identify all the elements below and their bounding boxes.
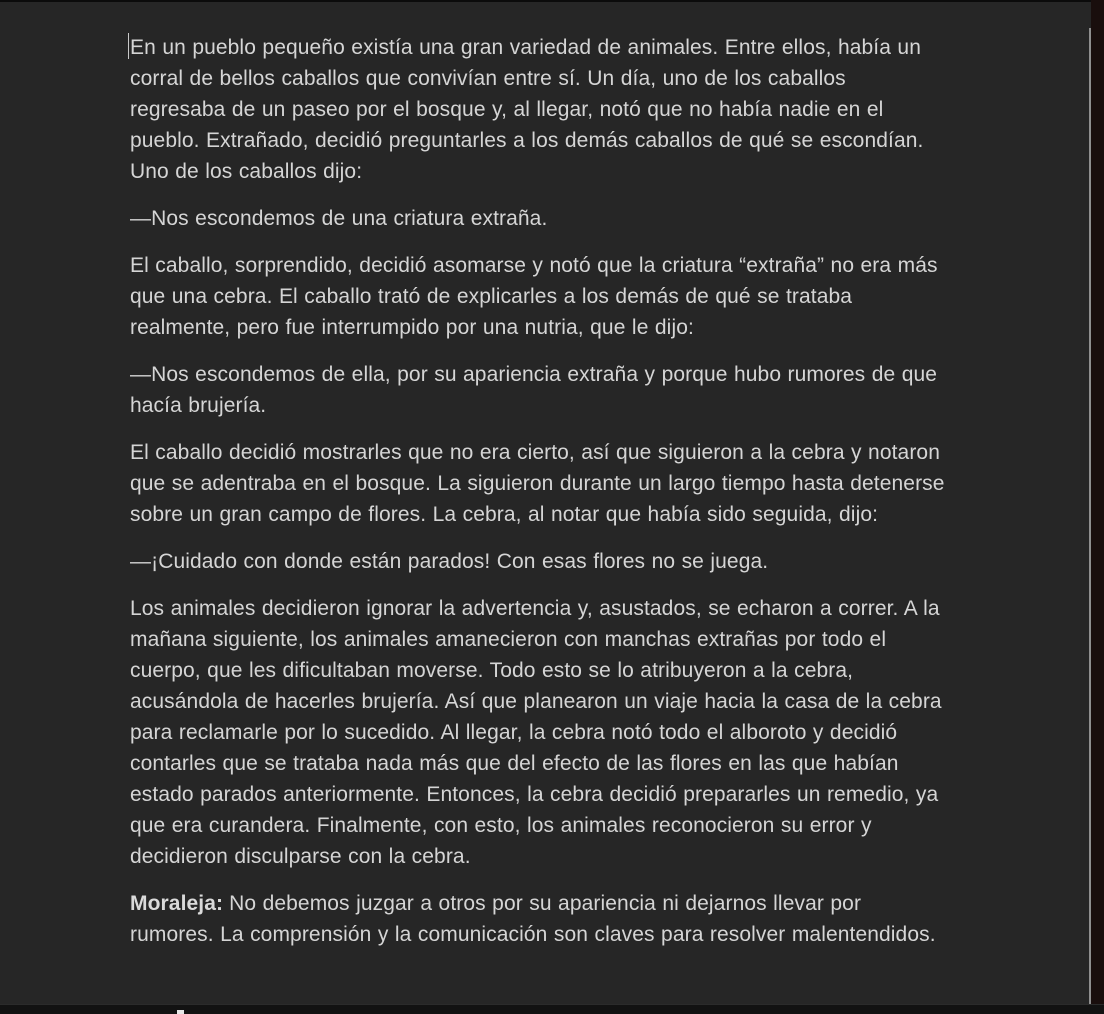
bottom-bar xyxy=(0,1004,1104,1014)
paragraph-text: —Nos escondemos de ella, por su apariencia extraña y porque hubo rumores de que hacía brujería. xyxy=(130,363,938,417)
window-right-gap xyxy=(1091,0,1104,1004)
text-editor-canvas[interactable] xyxy=(0,2,1090,1004)
paragraph[interactable] xyxy=(130,359,945,421)
paragraph[interactable] xyxy=(130,203,945,234)
document-content xyxy=(0,2,945,950)
paragraph-text: El caballo decidió mostrarles que no era cierto, así que siguieron a la cebra y notaron que se adentraba en el bosque. La siguieron durante un largo tiempo hasta detenerse sobre un gran campo de flores. La cebra, al notar que había sido seguida, dijo: xyxy=(130,441,945,526)
paragraph[interactable] xyxy=(130,250,945,343)
paragraph-text: El caballo, sorprendido, decidió asomarse y notó que la criatura “extraña” no era más que una cebra. El caballo trató de explicarles a los demás de qué se trataba realmente, pero fue interrumpido por una nutria, que le dijo: xyxy=(130,254,938,339)
content-right-border xyxy=(1089,28,1091,1004)
paragraph[interactable] xyxy=(130,437,945,530)
moral-label: Moraleja: xyxy=(130,892,224,915)
paragraph-text: —Nos escondemos de una criatura extraña. xyxy=(130,207,548,230)
moral-text: No debemos juzgar a otros por su apariencia ni dejarnos llevar por rumores. La comprensión y la comunicación son claves para resolver malentendidos. xyxy=(130,892,936,946)
paragraph[interactable] xyxy=(130,32,945,187)
bottom-bar-partial-glyph xyxy=(177,1010,184,1014)
text-cursor xyxy=(128,33,129,59)
paragraph-text: Los animales decidieron ignorar la advertencia y, asustados, se echaron a correr. A la mañana siguiente, los animales amanecieron con manchas extrañas por todo el cuerpo, que les dificultaban moverse. Todo esto se lo atribuyeron a la cebra, acusándola de hacerles brujería. Así que planearon un viaje hacia la casa de la cebra para reclamarle por lo sucedido. Al llegar, la cebra notó todo el alboroto y decidió contarles que se trataba nada más que del efecto de las flores en las que habían estado parados anteriormente. Entonces, la cebra decidió prepararles un remedio, ya que era curandera. Finalmente, con esto, los animales reconocieron su error y decidieron disculparse con la cebra. xyxy=(130,597,942,868)
paragraph-text: —¡Cuidado con donde están parados! Con esas flores no se juega. xyxy=(130,550,769,573)
paragraph[interactable] xyxy=(130,593,945,872)
paragraph-text: En un pueblo pequeño existía una gran variedad de animales. Entre ellos, había un corral de bellos caballos que convivían entre sí. Un día, uno de los caballos regresaba de un paseo por el bosque y, al llegar, notó que no había nadie en el pueblo. Extrañado, decidió preguntarles a los demás caballos de qué se escondían. Uno de los caballos dijo: xyxy=(130,36,924,183)
paragraph[interactable] xyxy=(130,546,945,577)
moral-paragraph[interactable] xyxy=(130,888,945,950)
